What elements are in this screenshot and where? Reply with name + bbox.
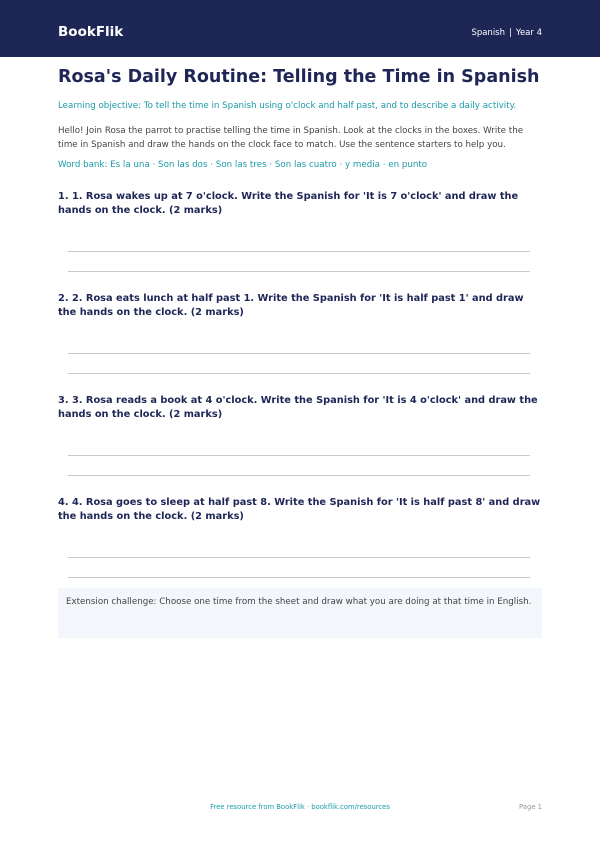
brand-logo-text: BookFlik [58, 24, 124, 40]
extension-challenge-text: Extension challenge: Choose one time from the sheet and draw what you are doing at that time in English. [66, 597, 532, 607]
question-1 [58, 190, 542, 218]
header-meta [471, 27, 542, 39]
answer-line[interactable] [68, 353, 530, 354]
question-2 [58, 292, 542, 320]
extension-box [58, 588, 542, 638]
answer-line[interactable] [68, 557, 530, 558]
year-label: Year 4 [515, 28, 542, 38]
answer-line[interactable] [68, 475, 530, 476]
answer-line[interactable] [68, 455, 530, 456]
answer-line[interactable] [68, 577, 530, 578]
header-separator: | [509, 28, 512, 38]
question-text: 4. 4. Rosa goes to sleep at half past 8. Write the Spanish for 'It is half past 8' and draw the hands on the clock. (2 marks) [58, 497, 541, 522]
question-3 [58, 394, 542, 422]
question-text: 3. 3. Rosa reads a book at 4 o'clock. Write the Spanish for 'It is 4 o'clock' and draw the hands on the clock. (2 marks) [58, 395, 538, 420]
subject-label: Spanish [471, 28, 506, 38]
worksheet-title: Rosa's Daily Routine: Telling the Time in Spanish [58, 67, 540, 87]
answer-line[interactable] [68, 373, 530, 374]
intro-text: Hello! Join Rosa the parrot to practise telling the time in Spanish. Look at the clocks in the boxes. Write the time in Spanish and draw the hands on the clock face to match. Use the sentence starters to help you. [58, 126, 524, 150]
answer-line[interactable] [68, 271, 530, 272]
question-text: 2. 2. Rosa eats lunch at half past 1. Write the Spanish for 'It is half past 1' and draw the hands on the clock. (2 marks) [58, 293, 524, 318]
footer-credit: Free resource from BookFlik · bookflik.com/resources [210, 803, 390, 811]
answer-line[interactable] [68, 251, 530, 252]
page-header [0, 0, 600, 57]
learning-objective: Learning objective: To tell the time in Spanish using o'clock and half past, and to describe a daily activity. [58, 101, 517, 111]
word-bank: Word bank: Es la una · Son las dos · Son las tres · Son las cuatro · y media · en punto [58, 160, 428, 170]
question-text: 1. 1. Rosa wakes up at 7 o'clock. Write the Spanish for 'It is 7 o'clock' and draw the hands on the clock. (2 marks) [58, 191, 519, 216]
page-number: Page 1 [519, 803, 542, 811]
question-4 [58, 496, 542, 524]
